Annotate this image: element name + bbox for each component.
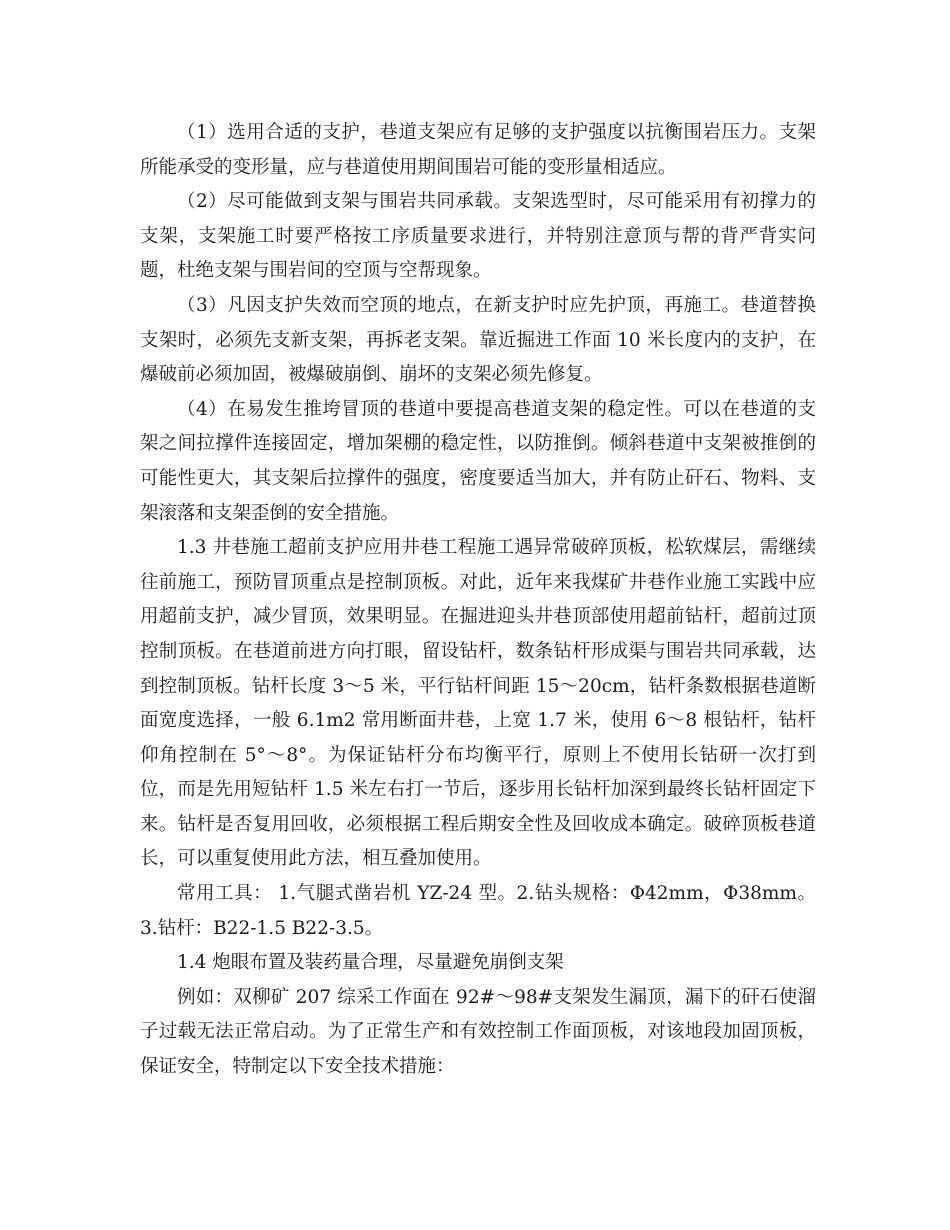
paragraph-roof-protection: （3）凡因支护失效而空顶的地点，在新支护时应先护顶，再施工。巷道替换支架时，必须先支新支架，再拆老支架。靠近掘进工作面 10 米长度内的支护，在爆破前必须加固，被爆破崩倒、崩坏的支架必须先修复。	[140, 294, 816, 386]
paragraph-example: 例如：双柳矿 207 综采工作面在 92#～98#支架发生漏顶，漏下的矸石使溜子过载无法正常启动。为了正常生产和有效控制工作面顶板，对该地段加固顶板，保证安全，特制定以下安全技术措施：	[140, 986, 816, 1078]
paragraph-advance-support: 1.3 井巷施工超前支护应用井巷工程施工遇异常破碎顶板，松软煤层，需继续往前施工，预防冒顶重点是控制顶板。对此，近年来我煤矿井巷作业施工实践中应用超前支护，减少冒顶，效果明显。在掘进迎头井巷顶部使用超前钻杆，超前过顶控制顶板。在巷道前进方向打眼，留设钻杆，数条钻杆形成渠与围岩共同承载，达到控制顶板。钻杆长度 3～5 米，平行钻杆间距 15～20cm，钻杆条数根据巷道断面宽度选择，一般 6.1m2 常用断面井巷，上宽 1.7 米，使用 6～8 根钻杆，钻杆仰角控制在 5°～8°。为保证钻杆分布均衡平行，原则上不使用长钻研一次打到位，而是先用短钻杆 1.5 米左右打一节后，逐步用长钻杆加深到最终长钻杆固定下来。钻杆是否复用回收，必须根据工程后期安全性及回收成本确定。破碎顶板巷道长，可以重复使用此方法，相互叠加使用。	[140, 537, 816, 870]
paragraph-support-stability: （4）在易发生推垮冒顶的巷道中要提高巷道支架的稳定性。可以在巷道的支架之间拉撑件连接固定，增加架棚的稳定性，以防推倒。倾斜巷道中支架被推倒的可能性更大，其支架后拉撑件的强度，密度要适当加大，并有防止矸石、物料、支架滚落和支架歪倒的安全措施。	[140, 398, 816, 524]
paragraph-common-tools: 常用工具： 1.气腿式凿岩机 YZ-24 型。2.钻头规格：Φ42mm，Φ38mm。3.钻杆：B22-1.5 B22-3.5。	[140, 883, 816, 939]
section-heading-blasthole: 1.4 炮眼布置及装药量合理，尽量避免崩倒支架	[177, 952, 564, 974]
document-body	[140, 116, 816, 1085]
paragraph-support-strength: （1）选用合适的支护，巷道支架应有足够的支护强度以抗衡围岩压力。支架所能承受的变形量，应与巷道使用期间围岩可能的变形量相适应。	[140, 122, 816, 178]
paragraph-joint-bearing: （2）尽可能做到支架与围岩共同承载。支架选型时，尽可能采用有初撑力的支架，支架施工时要严格按工序质量要求进行，并特别注意顶与帮的背严背实问题，杜绝支架与围岩间的空顶与空帮现象。	[140, 191, 816, 282]
